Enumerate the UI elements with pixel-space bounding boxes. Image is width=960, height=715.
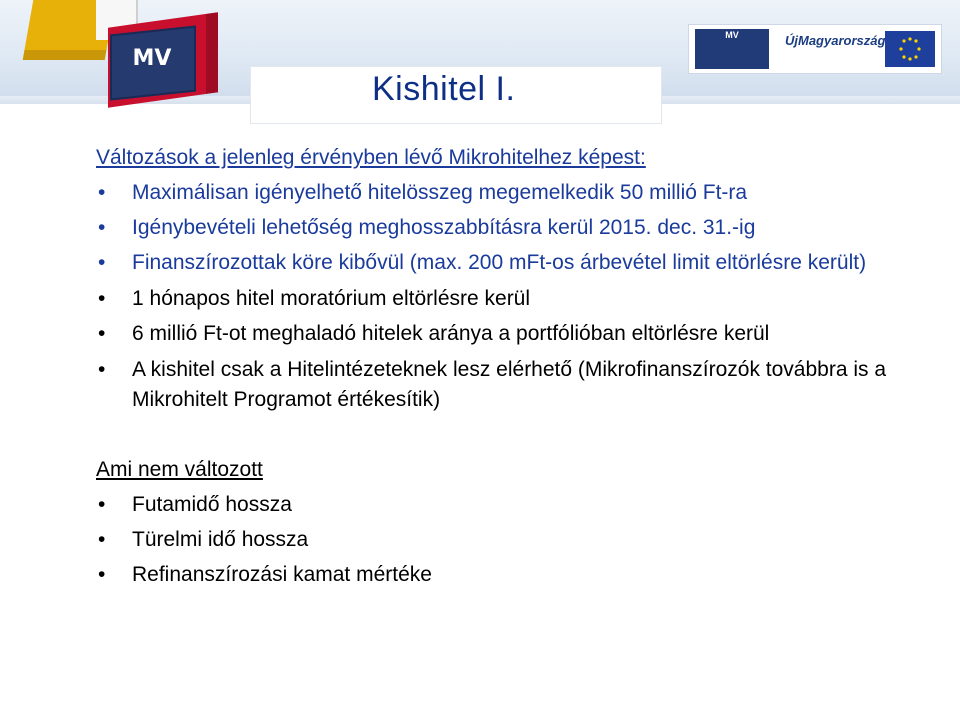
bullet-dot-icon: • [98,322,106,345]
list-item: • Igénybevételi lehetőség meghosszabbításra kerül 2015. dec. 31.-ig [96,210,936,245]
list-item: • Finanszírozottak köre kibővül (max. 200 mFt-os árbevétel limit eltörlésre került) [96,245,936,281]
bullet-dot-icon: • [98,358,106,381]
list-item: • Refinanszírozási kamat mértéke [96,557,936,592]
eu-flag-icon [885,31,935,67]
list-item: • Maximálisan igényelhető hitelösszeg megemelkedik 50 millió Ft-ra [96,175,936,210]
mvzrt-logo-icon: MV [695,29,769,69]
bullet-dot-icon: • [98,287,106,310]
slide-content [96,140,936,592]
list-item: • Türelmi idő hossza [96,522,936,557]
section-gap [96,418,936,452]
bullet-dot-icon: • [98,251,106,274]
list-item: • A kishitel csak a Hitelintézeteknek lesz elérhető (Mikrofinanszírozók továbbra is a Mikrohitelt Programot értékesítik) [96,352,936,418]
bullet-dot-icon: • [98,563,106,586]
slide-title: Kishitel I. [372,70,516,108]
bullet-dot-icon: • [98,528,106,551]
partner-logos [688,24,942,74]
changes-list [96,175,936,418]
bullet-dot-icon: • [98,493,106,516]
list-item: • Futamidő hossza [96,487,936,522]
bullet-dot-icon: • [98,181,106,204]
list-item: • 6 millió Ft-ot meghaladó hitelek aránya a portfólióban eltörlésre kerül [96,316,936,352]
section-heading-changes: Változások a jelenleg érvényben lévő Mikrohitelhez képest: [96,146,646,169]
mv-cube-logo-icon: MV [132,46,172,71]
uj-magyarorszag-logo-icon: ÚjMagyarország [785,33,886,48]
section-heading-unchanged: Ami nem változott [96,458,263,481]
unchanged-list [96,487,936,592]
list-item: • 1 hónapos hitel moratórium eltörlésre kerül [96,281,936,316]
bullet-dot-icon: • [98,216,106,239]
